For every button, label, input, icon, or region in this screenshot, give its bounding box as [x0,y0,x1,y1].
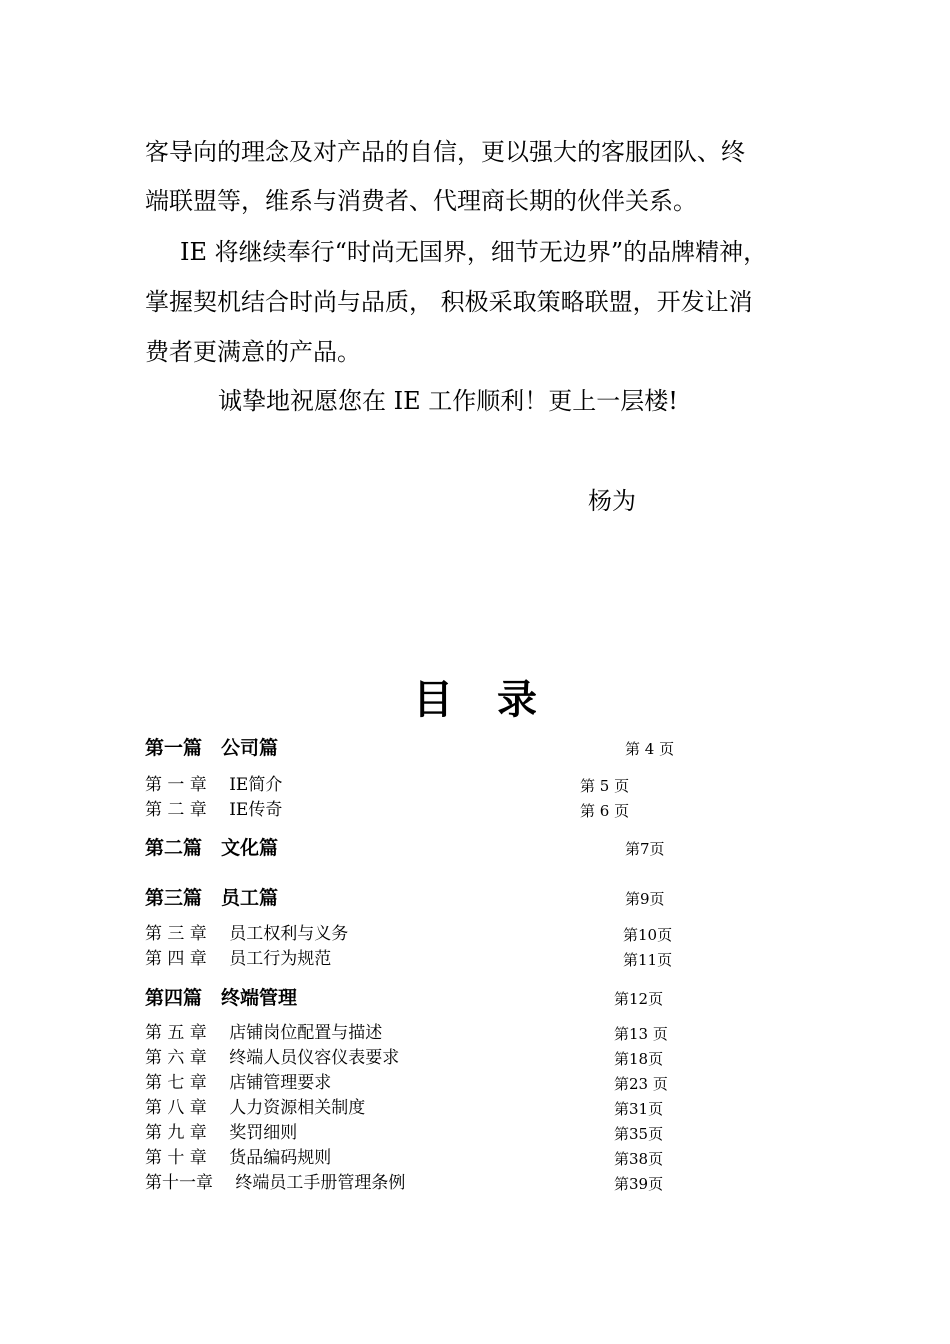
letter-line-1: 客导向的理念及对产品的自信，更以强大的客服团队、终 [145,138,745,166]
letter-line-2: 端联盟等，维系与消费者、代理商长期的伙伴关系。 [145,187,697,215]
toc-part-page: 第7页 [625,840,665,858]
toc-part-label: 第二篇 文化篇 [145,837,279,859]
toc-part-page: 第9页 [625,890,665,908]
letter-line-5: 费者更满意的产品。 [145,338,361,366]
toc-chapter-label: 第 五 章 店铺岗位配置与描述 [145,1023,383,1043]
toc-chapter-page: 第 6 页 [580,802,630,820]
toc-part-page: 第 4 页 [625,740,675,758]
toc-chapter-page: 第38页 [614,1150,664,1168]
toc-chapter-page: 第18页 [614,1050,664,1068]
toc-chapter-label: 第 四 章 员工行为规范 [145,949,332,969]
toc-chapter-label: 第十一章 终端员工手册管理条例 [145,1173,406,1193]
toc-chapter-label: 第 十 章 货品编码规则 [145,1148,332,1168]
toc-chapter-page: 第31页 [614,1100,664,1118]
toc-chapter-page: 第11页 [623,951,673,969]
toc-part-label: 第四篇 终端管理 [145,987,298,1009]
toc-chapter-page: 第35页 [614,1125,664,1143]
toc-chapter-label: 第 二 章 IE传奇 [145,800,283,820]
letter-line-4: 掌握契机结合时尚与品质， 积极采取策略联盟，开发让消 [145,288,753,316]
toc-chapter-page: 第 5 页 [580,777,630,795]
letter-wish: 诚挚地祝愿您在 IE 工作顺利！更上一层楼! [218,387,678,415]
toc-chapter-label: 第 九 章 奖罚细则 [145,1123,298,1143]
toc-part-label: 第三篇 员工篇 [145,887,279,909]
toc-chapter-label: 第 六 章 终端人员仪容仪表要求 [145,1048,400,1068]
toc-part-label: 第一篇 公司篇 [145,737,279,759]
toc-chapter-page: 第23 页 [614,1075,668,1093]
letter-line-3: IE 将继续奉行“时尚无国界，细节无边界”的品牌精神， [180,238,768,266]
toc-title: 目录 [413,676,581,723]
toc-chapter-page: 第13 页 [614,1025,668,1043]
letter-signature: 杨为 [588,487,636,515]
toc-chapter-label: 第 八 章 人力资源相关制度 [145,1098,366,1118]
toc-chapter-page: 第10页 [623,926,673,944]
toc-chapter-label: 第 七 章 店铺管理要求 [145,1073,332,1093]
toc-part-page: 第12页 [614,990,664,1008]
toc-chapter-label: 第 三 章 员工权利与义务 [145,924,349,944]
toc-chapter-label: 第 一 章 IE简介 [145,775,283,795]
toc-chapter-page: 第39页 [614,1175,664,1193]
